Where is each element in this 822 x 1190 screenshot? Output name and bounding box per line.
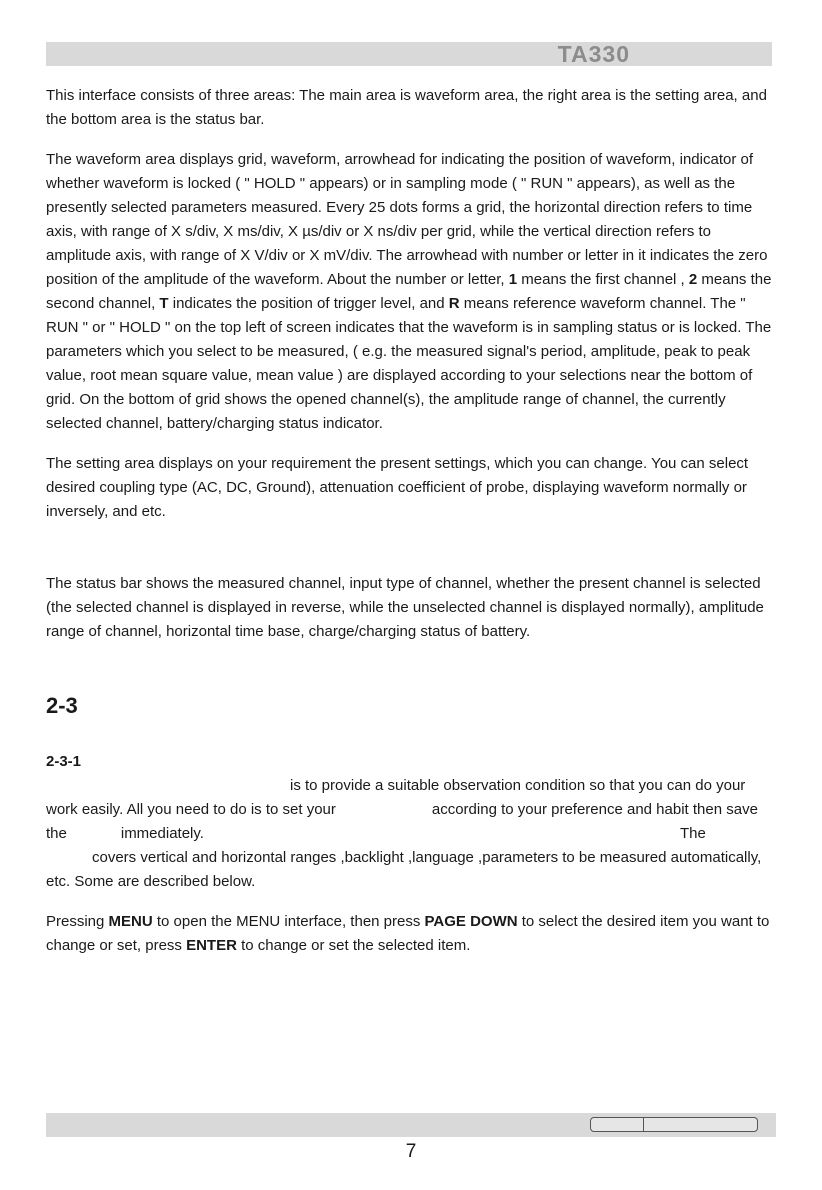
page-content: [46, 84, 780, 974]
waveform-area-paragraph: The waveform area displays grid, waveform, arrowhead for indicating the position of waveform, indicator of whether waveform is locked ( " HOLD " appears) or in sampling mode ( " RUN " appears), as well as the presently selected parameters measured. Every 25 dots forms a grid, the horizontal direction refers to time axis, with range of X s/div, X ms/div, X µs/div or X ns/div per grid, while the vertical direction refers to amplitude axis, with range of X V/div or X mV/div. The arrowhead with number or letter in it indicates the zero position of the amplitude of the waveform. About the number or letter, 1 means the first channel , 2 means the second channel, T indicates the position of trigger level, and R means reference waveform channel. The " RUN " or " HOLD " on the top left of screen indicates that the waveform is in sampling status or is locked. The parameters which you select to be measured, ( e.g. the measured signal's period, amplitude, peak to peak value, root mean square value, mean value ) are displayed according to your selections near the bottom of grid. On the bottom of grid shows the opened channel(s), the amplitude range of channel, the currently selected channel, battery/charging status indicator.: [46, 151, 772, 432]
section-heading: 2-3: [46, 693, 78, 718]
subsection-paragraph: is to provide a suitable observation condition so that you can do your work easily. All you need to do is to set your according to your preference and habit then save the immediately. The covers vertical and horizontal ranges ,backlight ,language ,parameters to be measured automatically, etc. Some are described below.: [46, 777, 762, 890]
intro-paragraph: This interface consists of three areas: The main area is waveform area, the right area is the setting area, and the bottom area is the status bar.: [46, 87, 767, 128]
footer-bar: [46, 1113, 776, 1137]
header-bar: [46, 42, 772, 66]
subsection-heading: 2-3-1: [46, 753, 82, 770]
status-bar-paragraph: The status bar shows the measured channel, input type of channel, whether the present channel is selected (the selected channel is displayed in reverse, while the unselected channel is displayed normally), amplitude range of channel, horizontal time base, charge/charging status of battery.: [46, 575, 764, 640]
footer-box-divider: [643, 1118, 644, 1131]
setting-area-paragraph: The setting area displays on your requirement the present settings, which you can change. You can select desired coupling type (AC, DC, Ground), attenuation coefficient of probe, displaying waveform normally or inversely, and etc.: [46, 455, 749, 520]
menu-paragraph: Pressing MENU to open the MENU interface, then press PAGE DOWN to select the desired item you want to change or set, press ENTER to change or set the selected item.: [46, 913, 770, 954]
footer-box: [590, 1117, 758, 1132]
page-number: 7: [405, 1141, 417, 1162]
model-label: TA330: [557, 41, 630, 67]
